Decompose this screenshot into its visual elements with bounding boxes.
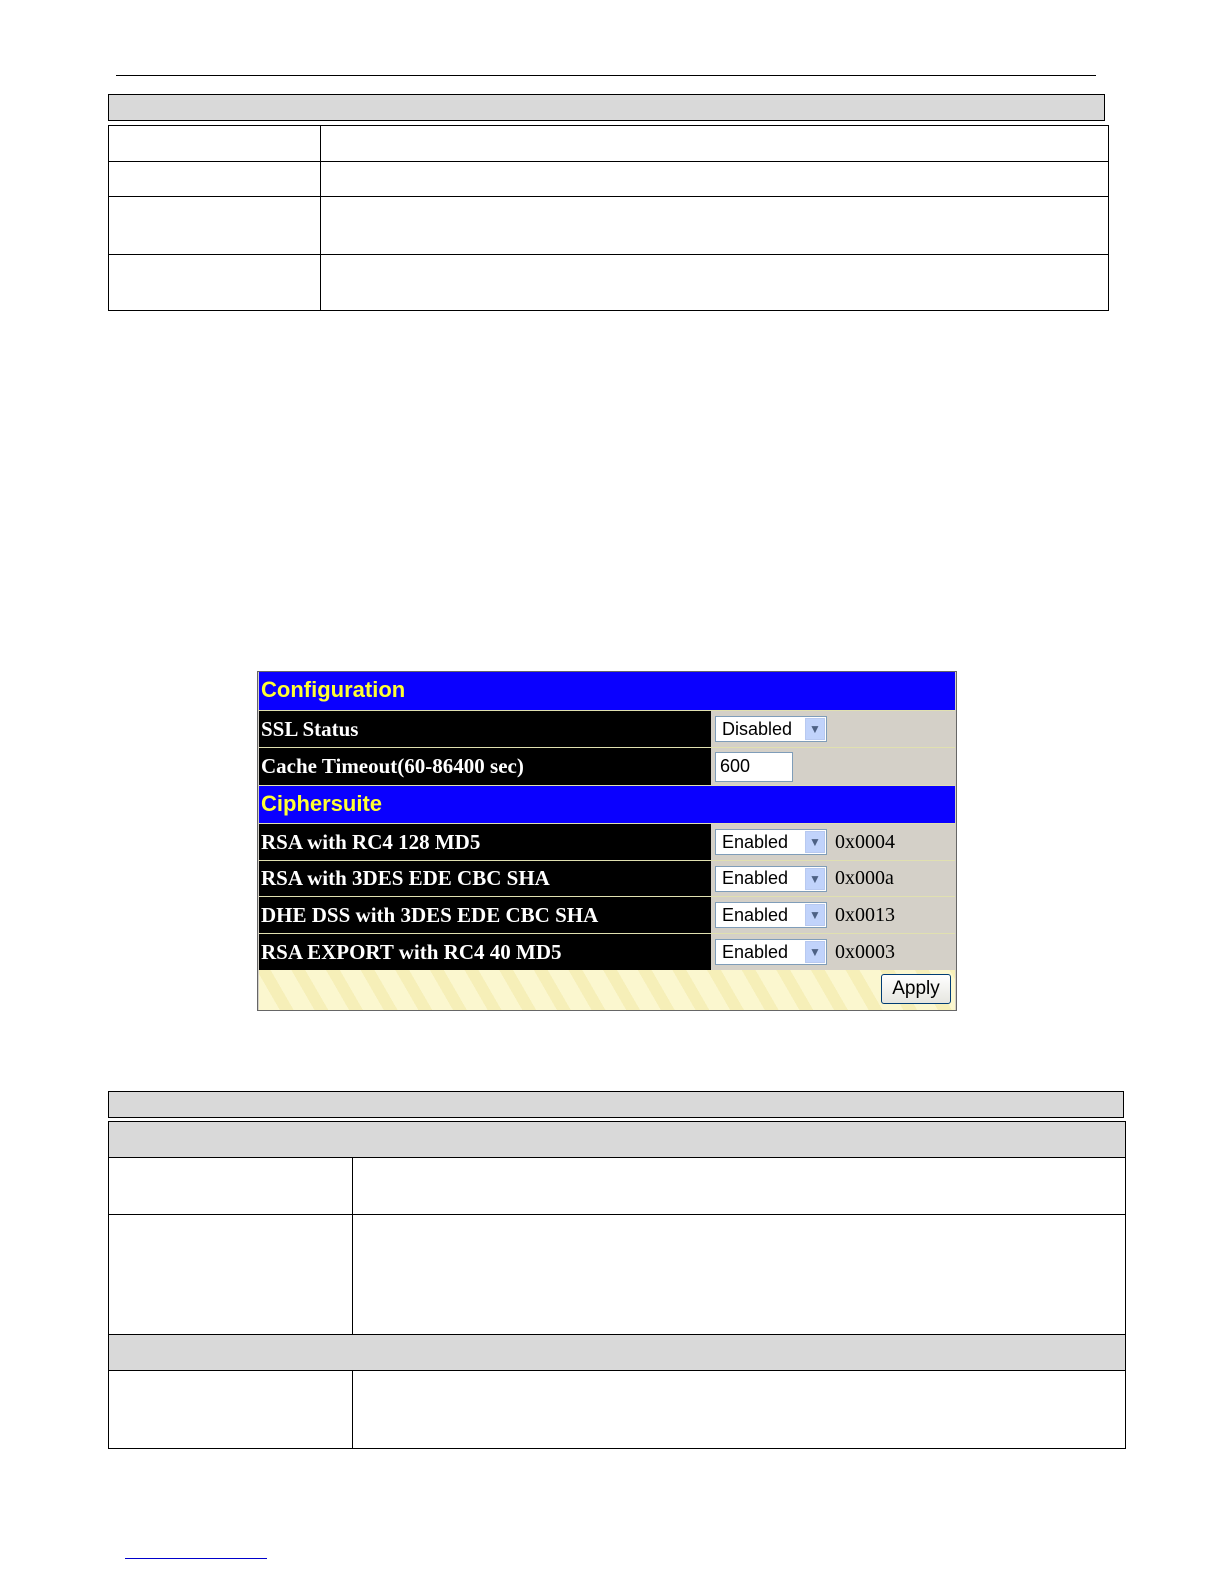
cipher-select[interactable]: [715, 902, 827, 928]
cache-timeout-input[interactable]: 600: [715, 752, 793, 782]
apply-button[interactable]: Apply: [881, 974, 951, 1004]
ssl-status-value: Disabled: [722, 718, 793, 739]
cipher-select-value: Enabled: [722, 831, 789, 852]
cipher-select[interactable]: [715, 866, 827, 892]
cipher-label: DHE DSS with 3DES EDE CBC SHA: [259, 897, 711, 933]
table-row: [109, 255, 1109, 311]
table-row: [109, 162, 1109, 197]
ciphersuite-header: [259, 785, 955, 823]
footer-link-underline: [125, 1558, 267, 1559]
table-row: [109, 126, 1109, 162]
cipher-code: 0x0003: [835, 940, 895, 963]
ssl-status-select[interactable]: [715, 716, 827, 742]
cache-timeout-label: Cache Timeout(60-86400 sec): [259, 748, 711, 785]
table-row: [109, 1371, 1126, 1449]
table-section-row: [109, 1122, 1126, 1158]
cipher-row: [259, 860, 955, 896]
cipher-select[interactable]: [715, 829, 827, 855]
configuration-header: [259, 672, 955, 710]
cipher-row: [259, 823, 955, 860]
cipher-code: 0x0004: [835, 830, 895, 853]
header-rule: [116, 75, 1096, 76]
cipher-label: RSA with 3DES EDE CBC SHA: [259, 861, 711, 896]
cipher-select-value: Enabled: [722, 904, 789, 925]
bottom-table-caption-bar: [108, 1091, 1124, 1118]
ssl-status-row: [259, 710, 955, 747]
cipher-row: [259, 933, 955, 970]
chevron-down-icon[interactable]: ▼: [805, 941, 825, 963]
cipher-row: [259, 896, 955, 933]
cipher-code: 0x000a: [835, 867, 894, 889]
configuration-title: Configuration: [261, 677, 406, 702]
ssl-settings-panel: [257, 671, 957, 1011]
cipher-select-value: Enabled: [722, 868, 789, 888]
table-row: [109, 197, 1109, 255]
chevron-down-icon[interactable]: ▼: [805, 831, 825, 853]
panel-footer: [259, 970, 955, 1010]
chevron-down-icon[interactable]: ▼: [805, 718, 825, 740]
table-section-row: [109, 1335, 1126, 1371]
cipher-label: RSA with RC4 128 MD5: [259, 824, 711, 860]
table-row: [109, 1158, 1126, 1215]
table-row: [109, 1215, 1126, 1335]
cache-timeout-row: [259, 747, 955, 785]
chevron-down-icon[interactable]: ▼: [805, 868, 825, 890]
cipher-select-value: Enabled: [722, 941, 789, 962]
ciphersuite-title: Ciphersuite: [261, 791, 383, 816]
top-table-caption-bar: [108, 94, 1105, 121]
top-parameter-table: [108, 125, 1109, 311]
ssl-status-label: SSL Status: [259, 711, 711, 747]
bottom-parameter-table: [108, 1121, 1126, 1449]
chevron-down-icon[interactable]: ▼: [805, 904, 825, 926]
cipher-label: RSA EXPORT with RC4 40 MD5: [259, 934, 711, 970]
cipher-code: 0x0013: [835, 903, 895, 926]
cipher-select[interactable]: [715, 939, 827, 965]
